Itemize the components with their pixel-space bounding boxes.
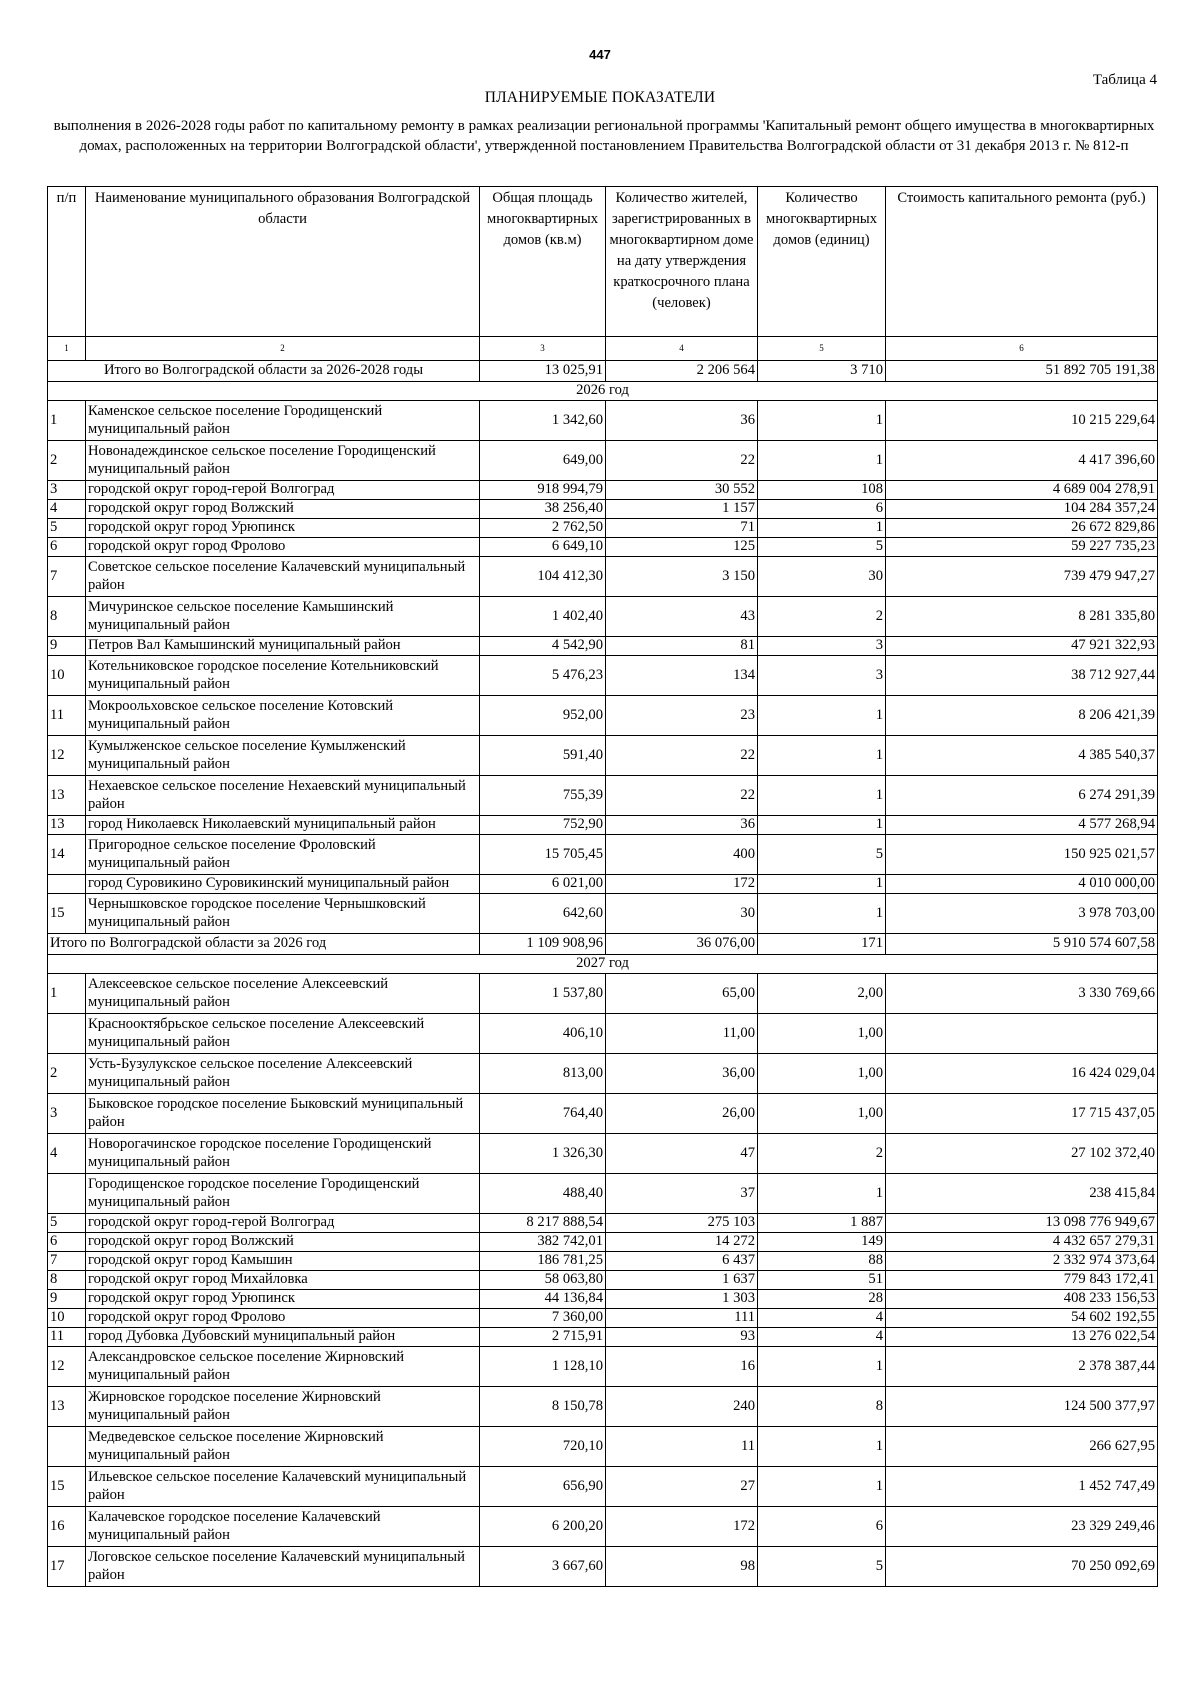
municipality-name: Каменское сельское поселение Городищенский муниципальный район [86, 401, 480, 441]
residents-value: 30 552 [606, 481, 758, 500]
cost-value: 150 925 021,57 [886, 835, 1158, 875]
row-number: 4 [48, 1134, 86, 1174]
row-number: 11 [48, 1328, 86, 1347]
row-number: 11 [48, 696, 86, 736]
column-header: Стоимость капитального ремонта (руб.) [886, 187, 1158, 337]
residents-value: 22 [606, 776, 758, 816]
residents-value: 11,00 [606, 1014, 758, 1054]
municipality-name: городской округ город Камышин [86, 1252, 480, 1271]
houses-value: 3 [758, 656, 886, 696]
grand-total-residents: 2 206 564 [606, 361, 758, 382]
table-row [48, 875, 1158, 894]
houses-value: 1 [758, 401, 886, 441]
area-value: 813,00 [480, 1054, 606, 1094]
area-value: 720,10 [480, 1427, 606, 1467]
year-label: 2027 год [48, 955, 1158, 974]
area-value: 406,10 [480, 1014, 606, 1054]
row-number: 2 [48, 1054, 86, 1094]
column-number: 1 [48, 337, 86, 361]
row-number: 8 [48, 1271, 86, 1290]
houses-value: 8 [758, 1387, 886, 1427]
table-row [48, 1252, 1158, 1271]
houses-value: 1 [758, 736, 886, 776]
cost-value: 38 712 927,44 [886, 656, 1158, 696]
residents-value: 400 [606, 835, 758, 875]
municipality-name: Краснооктябрьское сельское поселение Алексеевский муниципальный район [86, 1014, 480, 1054]
area-value: 656,90 [480, 1467, 606, 1507]
residents-value: 71 [606, 519, 758, 538]
municipality-name: Чернышковское городское поселение Чернышковский муниципальный район [86, 894, 480, 934]
grand-total-label: Итого во Волгоградской области за 2026-2028 годы [48, 361, 480, 382]
table-row [48, 1427, 1158, 1467]
residents-value: 81 [606, 637, 758, 656]
houses-value: 5 [758, 1547, 886, 1587]
houses-value: 6 [758, 500, 886, 519]
area-value: 58 063,80 [480, 1271, 606, 1290]
table-row [48, 835, 1158, 875]
column-number: 4 [606, 337, 758, 361]
residents-value: 134 [606, 656, 758, 696]
residents-value: 47 [606, 1134, 758, 1174]
houses-value: 3 [758, 637, 886, 656]
cost-value: 16 424 029,04 [886, 1054, 1158, 1094]
row-number: 13 [48, 816, 86, 835]
row-number: 9 [48, 637, 86, 656]
area-value: 755,39 [480, 776, 606, 816]
cost-value: 23 329 249,46 [886, 1507, 1158, 1547]
row-number: 3 [48, 1094, 86, 1134]
municipality-name: город Суровикино Суровикинский муниципальный район [86, 875, 480, 894]
column-header: п/п [48, 187, 86, 337]
table-header-row [48, 187, 1158, 337]
total-2026-residents: 36 076,00 [606, 934, 758, 955]
municipality-name: Алексеевское сельское поселение Алексеевский муниципальный район [86, 974, 480, 1014]
municipality-name: Пригородное сельское поселение Фроловский муниципальный район [86, 835, 480, 875]
column-number-row [48, 337, 1158, 361]
document-subtitle: выполнения в 2026-2028 годы работ по капитальному ремонту в рамках реализации региональной программы 'Капитальный ремонт общего имущества в многоквартирных домах, расположенных на территории Волгоградской области', утвержденной постановлением Правительства Волгоградской области от 31 декабря 2013 г. № 812-п [53, 118, 1155, 154]
column-header: Количество жителей, зарегистрированных в многоквартирном доме на дату утверждения краткосрочного плана (человек) [606, 187, 758, 337]
row-number: 3 [48, 481, 86, 500]
row-number: 5 [48, 519, 86, 538]
area-value: 44 136,84 [480, 1290, 606, 1309]
row-number: 4 [48, 500, 86, 519]
cost-value: 8 281 335,80 [886, 597, 1158, 637]
total-2026-label: Итого по Волгоградской области за 2026 год [48, 934, 480, 955]
cost-value: 8 206 421,39 [886, 696, 1158, 736]
cost-value: 13 098 776 949,67 [886, 1214, 1158, 1233]
municipality-name: Городищенское городское поселение Городищенский муниципальный район [86, 1174, 480, 1214]
cost-value: 10 215 229,64 [886, 401, 1158, 441]
table-row [48, 894, 1158, 934]
houses-value: 1 887 [758, 1214, 886, 1233]
cost-value: 4 432 657 279,31 [886, 1233, 1158, 1252]
row-number: 13 [48, 1387, 86, 1427]
cost-value: 739 479 947,27 [886, 557, 1158, 597]
municipality-name: Советское сельское поселение Калачевский муниципальный район [86, 557, 480, 597]
area-value: 642,60 [480, 894, 606, 934]
houses-value: 1 [758, 441, 886, 481]
table-row [48, 597, 1158, 637]
year-2027-heading [48, 955, 1158, 974]
grand-total-row [48, 361, 1158, 382]
municipality-name: Котельниковское городское поселение Котельниковский муниципальный район [86, 656, 480, 696]
area-value: 488,40 [480, 1174, 606, 1214]
houses-value: 149 [758, 1233, 886, 1252]
cost-value: 54 602 192,55 [886, 1309, 1158, 1328]
table-row [48, 637, 1158, 656]
table-row [48, 736, 1158, 776]
municipality-name: город Николаевск Николаевский муниципальный район [86, 816, 480, 835]
table-row [48, 1347, 1158, 1387]
table-row [48, 816, 1158, 835]
row-number: 17 [48, 1547, 86, 1587]
table-row [48, 1290, 1158, 1309]
municipality-name: городской округ город Фролово [86, 538, 480, 557]
table-row [48, 1328, 1158, 1347]
area-value: 15 705,45 [480, 835, 606, 875]
residents-value: 16 [606, 1347, 758, 1387]
residents-value: 23 [606, 696, 758, 736]
row-number: 12 [48, 736, 86, 776]
column-number: 6 [886, 337, 1158, 361]
municipality-name: Усть-Бузулукское сельское поселение Алексеевский муниципальный район [86, 1054, 480, 1094]
area-value: 918 994,79 [480, 481, 606, 500]
area-value: 2 762,50 [480, 519, 606, 538]
residents-value: 37 [606, 1174, 758, 1214]
area-value: 6 200,20 [480, 1507, 606, 1547]
cost-value: 779 843 172,41 [886, 1271, 1158, 1290]
area-value: 4 542,90 [480, 637, 606, 656]
municipality-name: Калачевское городское поселение Калачевский муниципальный район [86, 1507, 480, 1547]
cost-value: 6 274 291,39 [886, 776, 1158, 816]
total-2026-row [48, 934, 1158, 955]
residents-value: 125 [606, 538, 758, 557]
row-number: 5 [48, 1214, 86, 1233]
municipality-name: городской округ город Фролово [86, 1309, 480, 1328]
table-row [48, 656, 1158, 696]
table-row [48, 481, 1158, 500]
municipality-name: Жирновское городское поселение Жирновский муниципальный район [86, 1387, 480, 1427]
table-row [48, 1507, 1158, 1547]
houses-value: 1 [758, 894, 886, 934]
column-number: 3 [480, 337, 606, 361]
cost-value: 408 233 156,53 [886, 1290, 1158, 1309]
municipality-name: Кумылженское сельское поселение Кумылженский муниципальный район [86, 736, 480, 776]
area-value: 6 649,10 [480, 538, 606, 557]
area-value: 38 256,40 [480, 500, 606, 519]
residents-value: 65,00 [606, 974, 758, 1014]
table-row [48, 1014, 1158, 1054]
table-row [48, 1387, 1158, 1427]
municipality-name: Нехаевское сельское поселение Нехаевский муниципальный район [86, 776, 480, 816]
table-row [48, 1134, 1158, 1174]
municipality-name: городской округ город Волжский [86, 1233, 480, 1252]
municipality-name: Логовское сельское поселение Калачевский муниципальный район [86, 1547, 480, 1587]
area-value: 8 150,78 [480, 1387, 606, 1427]
table-row [48, 1054, 1158, 1094]
residents-value: 36 [606, 401, 758, 441]
page-number: 447 [589, 47, 611, 62]
cost-value: 17 715 437,05 [886, 1094, 1158, 1134]
cost-value: 70 250 092,69 [886, 1547, 1158, 1587]
row-number: 16 [48, 1507, 86, 1547]
row-number: 10 [48, 1309, 86, 1328]
area-value: 649,00 [480, 441, 606, 481]
houses-value: 6 [758, 1507, 886, 1547]
cost-value: 13 276 022,54 [886, 1328, 1158, 1347]
row-number: 2 [48, 441, 86, 481]
residents-value: 98 [606, 1547, 758, 1587]
grand-total-houses: 3 710 [758, 361, 886, 382]
houses-value: 2 [758, 597, 886, 637]
column-header: Общая площадь многоквартирных домов (кв.м) [480, 187, 606, 337]
houses-value: 1,00 [758, 1094, 886, 1134]
total-2026-area: 1 109 908,96 [480, 934, 606, 955]
cost-value: 4 385 540,37 [886, 736, 1158, 776]
area-value: 186 781,25 [480, 1252, 606, 1271]
grand-total-area: 13 025,91 [480, 361, 606, 382]
houses-value: 1 [758, 1174, 886, 1214]
area-value: 382 742,01 [480, 1233, 606, 1252]
table-row [48, 974, 1158, 1014]
residents-value: 22 [606, 736, 758, 776]
table-row [48, 401, 1158, 441]
area-value: 952,00 [480, 696, 606, 736]
row-number: 6 [48, 1233, 86, 1252]
table-row [48, 538, 1158, 557]
cost-value: 4 010 000,00 [886, 875, 1158, 894]
residents-value: 14 272 [606, 1233, 758, 1252]
municipality-name: городской округ город Михайловка [86, 1271, 480, 1290]
houses-value: 1 [758, 875, 886, 894]
table-row [48, 519, 1158, 538]
residents-value: 1 637 [606, 1271, 758, 1290]
cost-value: 2 332 974 373,64 [886, 1252, 1158, 1271]
residents-value: 30 [606, 894, 758, 934]
houses-value: 4 [758, 1328, 886, 1347]
residents-value: 240 [606, 1387, 758, 1427]
residents-value: 36 [606, 816, 758, 835]
table-row [48, 1467, 1158, 1507]
table-body [48, 361, 1158, 1587]
residents-value: 1 157 [606, 500, 758, 519]
houses-value: 1,00 [758, 1014, 886, 1054]
cost-value: 47 921 322,93 [886, 637, 1158, 656]
cost-value: 26 672 829,86 [886, 519, 1158, 538]
residents-value: 275 103 [606, 1214, 758, 1233]
area-value: 1 326,30 [480, 1134, 606, 1174]
cost-value [886, 1014, 1158, 1054]
area-value: 104 412,30 [480, 557, 606, 597]
houses-value: 2 [758, 1134, 886, 1174]
municipality-name: городской округ город Волжский [86, 500, 480, 519]
row-number: 14 [48, 835, 86, 875]
residents-value: 36,00 [606, 1054, 758, 1094]
houses-value: 1 [758, 519, 886, 538]
cost-value: 4 577 268,94 [886, 816, 1158, 835]
residents-value: 11 [606, 1427, 758, 1467]
column-header: Количество многоквартирных домов (единиц) [758, 187, 886, 337]
area-value: 1 128,10 [480, 1347, 606, 1387]
table-row [48, 1309, 1158, 1328]
area-value: 752,90 [480, 816, 606, 835]
area-value: 3 667,60 [480, 1547, 606, 1587]
houses-value: 30 [758, 557, 886, 597]
municipality-name: городской округ город Урюпинск [86, 519, 480, 538]
cost-value: 266 627,95 [886, 1427, 1158, 1467]
municipality-name: город Дубовка Дубовский муниципальный район [86, 1328, 480, 1347]
area-value: 1 537,80 [480, 974, 606, 1014]
table-row [48, 557, 1158, 597]
row-number: 7 [48, 1252, 86, 1271]
residents-value: 27 [606, 1467, 758, 1507]
residents-value: 93 [606, 1328, 758, 1347]
houses-value: 28 [758, 1290, 886, 1309]
municipality-name: городской округ город-герой Волгоград [86, 481, 480, 500]
municipality-name: Новорогачинское городское поселение Городищенский муниципальный район [86, 1134, 480, 1174]
houses-value: 108 [758, 481, 886, 500]
total-2026-cost: 5 910 574 607,58 [886, 934, 1158, 955]
cost-value: 238 415,84 [886, 1174, 1158, 1214]
houses-value: 1 [758, 776, 886, 816]
table-row [48, 1547, 1158, 1587]
column-number: 2 [86, 337, 480, 361]
area-value: 2 715,91 [480, 1328, 606, 1347]
row-number: 7 [48, 557, 86, 597]
cost-value: 104 284 357,24 [886, 500, 1158, 519]
row-number: 15 [48, 1467, 86, 1507]
municipality-name: Ильевское сельское поселение Калачевский муниципальный район [86, 1467, 480, 1507]
table-row [48, 441, 1158, 481]
houses-value: 1 [758, 1467, 886, 1507]
cost-value: 2 378 387,44 [886, 1347, 1158, 1387]
row-number [48, 875, 86, 894]
houses-value: 5 [758, 835, 886, 875]
municipality-name: Медведевское сельское поселение Жирновский муниципальный район [86, 1427, 480, 1467]
municipality-name: Мокроольховское сельское поселение Котовский муниципальный район [86, 696, 480, 736]
row-number: 1 [48, 974, 86, 1014]
residents-value: 6 437 [606, 1252, 758, 1271]
municipality-name: Мичуринское сельское поселение Камышинский муниципальный район [86, 597, 480, 637]
houses-value: 4 [758, 1309, 886, 1328]
residents-value: 172 [606, 1507, 758, 1547]
municipality-name: Быковское городское поселение Быковский муниципальный район [86, 1094, 480, 1134]
houses-value: 5 [758, 538, 886, 557]
area-value: 764,40 [480, 1094, 606, 1134]
column-header: Наименование муниципального образования Волгоградской области [86, 187, 480, 337]
table-row [48, 1094, 1158, 1134]
cost-value: 124 500 377,97 [886, 1387, 1158, 1427]
year-label: 2026 год [48, 382, 1158, 401]
area-value: 1 402,40 [480, 597, 606, 637]
residents-value: 3 150 [606, 557, 758, 597]
cost-value: 1 452 747,49 [886, 1467, 1158, 1507]
total-2026-houses: 171 [758, 934, 886, 955]
table-row [48, 1174, 1158, 1214]
houses-value: 51 [758, 1271, 886, 1290]
area-value: 591,40 [480, 736, 606, 776]
houses-value: 1 [758, 816, 886, 835]
houses-value: 2,00 [758, 974, 886, 1014]
table-row [48, 500, 1158, 519]
houses-value: 88 [758, 1252, 886, 1271]
cost-value: 3 978 703,00 [886, 894, 1158, 934]
row-number [48, 1427, 86, 1467]
cost-value: 4 417 396,60 [886, 441, 1158, 481]
residents-value: 26,00 [606, 1094, 758, 1134]
indicators-table [47, 186, 1158, 1587]
residents-value: 172 [606, 875, 758, 894]
cost-value: 3 330 769,66 [886, 974, 1158, 1014]
municipality-name: городской округ город-герой Волгоград [86, 1214, 480, 1233]
table-row [48, 1214, 1158, 1233]
row-number [48, 1014, 86, 1054]
area-value: 1 342,60 [480, 401, 606, 441]
houses-value: 1 [758, 696, 886, 736]
year-2026-heading [48, 382, 1158, 401]
row-number: 12 [48, 1347, 86, 1387]
area-value: 8 217 888,54 [480, 1214, 606, 1233]
row-number: 9 [48, 1290, 86, 1309]
residents-value: 43 [606, 597, 758, 637]
grand-total-cost: 51 892 705 191,38 [886, 361, 1158, 382]
municipality-name: Новонадеждинское сельское поселение Городищенский муниципальный район [86, 441, 480, 481]
area-value: 7 360,00 [480, 1309, 606, 1328]
area-value: 5 476,23 [480, 656, 606, 696]
residents-value: 1 303 [606, 1290, 758, 1309]
houses-value: 1 [758, 1347, 886, 1387]
residents-value: 111 [606, 1309, 758, 1328]
column-number: 5 [758, 337, 886, 361]
houses-value: 1,00 [758, 1054, 886, 1094]
row-number: 8 [48, 597, 86, 637]
residents-value: 22 [606, 441, 758, 481]
table-row [48, 776, 1158, 816]
cost-value: 59 227 735,23 [886, 538, 1158, 557]
table-row [48, 696, 1158, 736]
row-number: 1 [48, 401, 86, 441]
row-number: 13 [48, 776, 86, 816]
table-row [48, 1233, 1158, 1252]
row-number [48, 1174, 86, 1214]
municipality-name: Петров Вал Камышинский муниципальный район [86, 637, 480, 656]
area-value: 6 021,00 [480, 875, 606, 894]
municipality-name: Александровское сельское поселение Жирновский муниципальный район [86, 1347, 480, 1387]
cost-value: 27 102 372,40 [886, 1134, 1158, 1174]
row-number: 15 [48, 894, 86, 934]
table-label: Таблица 4 [1092, 72, 1157, 88]
houses-value: 1 [758, 1427, 886, 1467]
cost-value: 4 689 004 278,91 [886, 481, 1158, 500]
document-title: ПЛАНИРУЕМЫЕ ПОКАЗАТЕЛИ [484, 89, 716, 106]
municipality-name: городской округ город Урюпинск [86, 1290, 480, 1309]
row-number: 6 [48, 538, 86, 557]
table-row [48, 1271, 1158, 1290]
row-number: 10 [48, 656, 86, 696]
